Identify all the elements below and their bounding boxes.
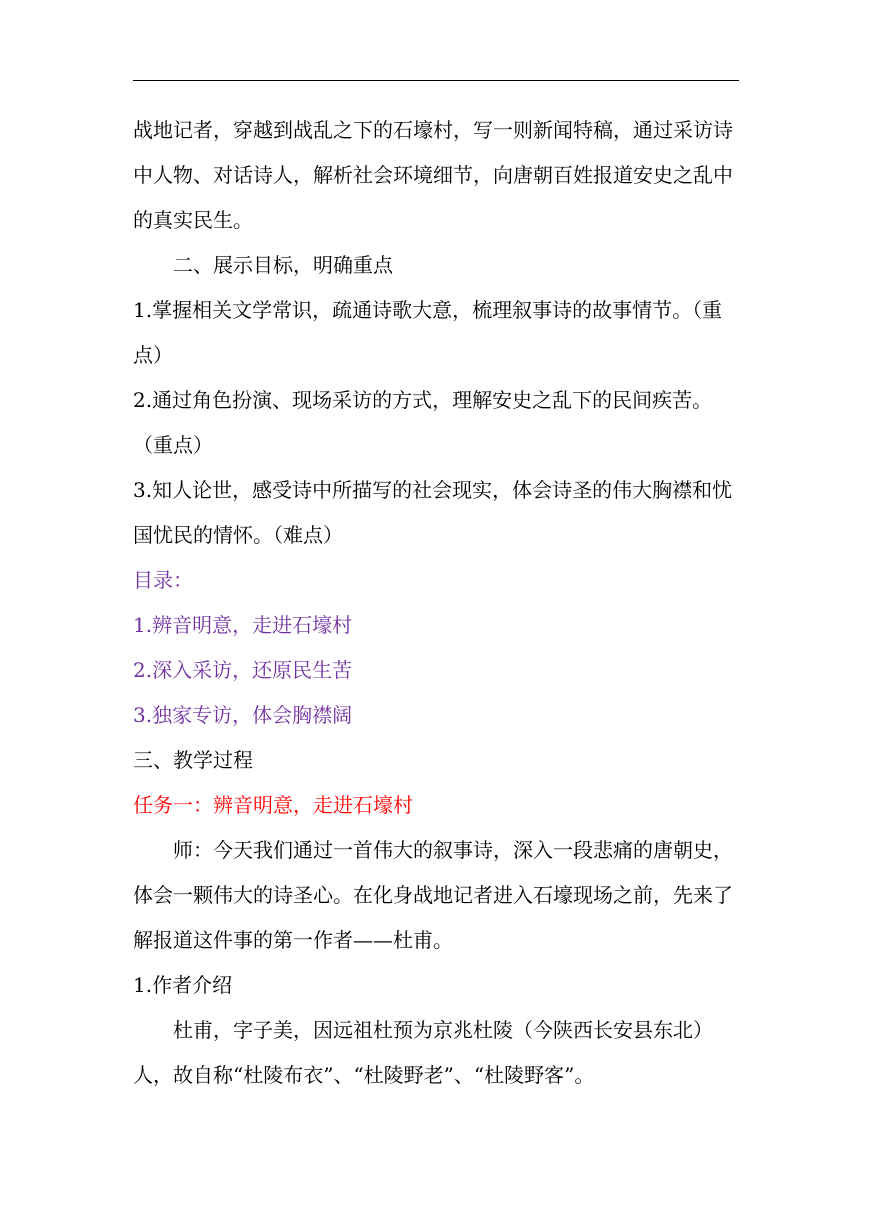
toc-item-2: 2.深入采访，还原民生苦 xyxy=(133,658,353,682)
toc-title: 目录： xyxy=(133,568,193,592)
teacher-paragraph: 师：今天我们通过一首伟大的叙事诗，深入一段悲痛的唐朝史，体会一颗伟大的诗圣心。在化身战地记者进入石壕现场之前，先来了解报道这件事的第一作者——杜甫。 xyxy=(133,838,733,952)
author-heading: 1.作者介绍 xyxy=(133,973,233,997)
author-paragraph: 杜甫，字子美，因远祖杜预为京兆杜陵（今陕西长安县东北）人，故自称“杜陵布衣”、“杜陵野老”、“杜陵野客”。 xyxy=(133,1018,713,1087)
task-one-heading: 任务一：辨音明意，走进石壕村 xyxy=(133,793,413,817)
objective-item-2: 2.通过角色扮演、现场采访的方式，理解安史之乱下的民间疾苦。（重点） xyxy=(133,388,713,457)
section-two-heading: 二、展示目标，明确重点 xyxy=(173,253,393,277)
section-three-heading: 三、教学过程 xyxy=(133,748,253,772)
document-body xyxy=(133,108,739,1098)
toc-item-1: 1.辨音明意，走进石壕村 xyxy=(133,613,353,637)
objective-item-1: 1.掌握相关文学常识，疏通诗歌大意，梳理叙事诗的故事情节。（重点） xyxy=(133,298,723,367)
toc-item-3: 3.独家专访，体会胸襟阔 xyxy=(133,703,353,727)
objective-item-3: 3.知人论世，感受诗中所描写的社会现实，体会诗圣的伟大胸襟和忧国忧民的情怀。（难点） xyxy=(133,478,733,547)
header-rule xyxy=(133,80,739,81)
intro-paragraph: 战地记者，穿越到战乱之下的石壕村，写一则新闻特稿，通过采访诗中人物、对话诗人，解析社会环境细节，向唐朝百姓报道安史之乱中的真实民生。 xyxy=(133,118,733,232)
